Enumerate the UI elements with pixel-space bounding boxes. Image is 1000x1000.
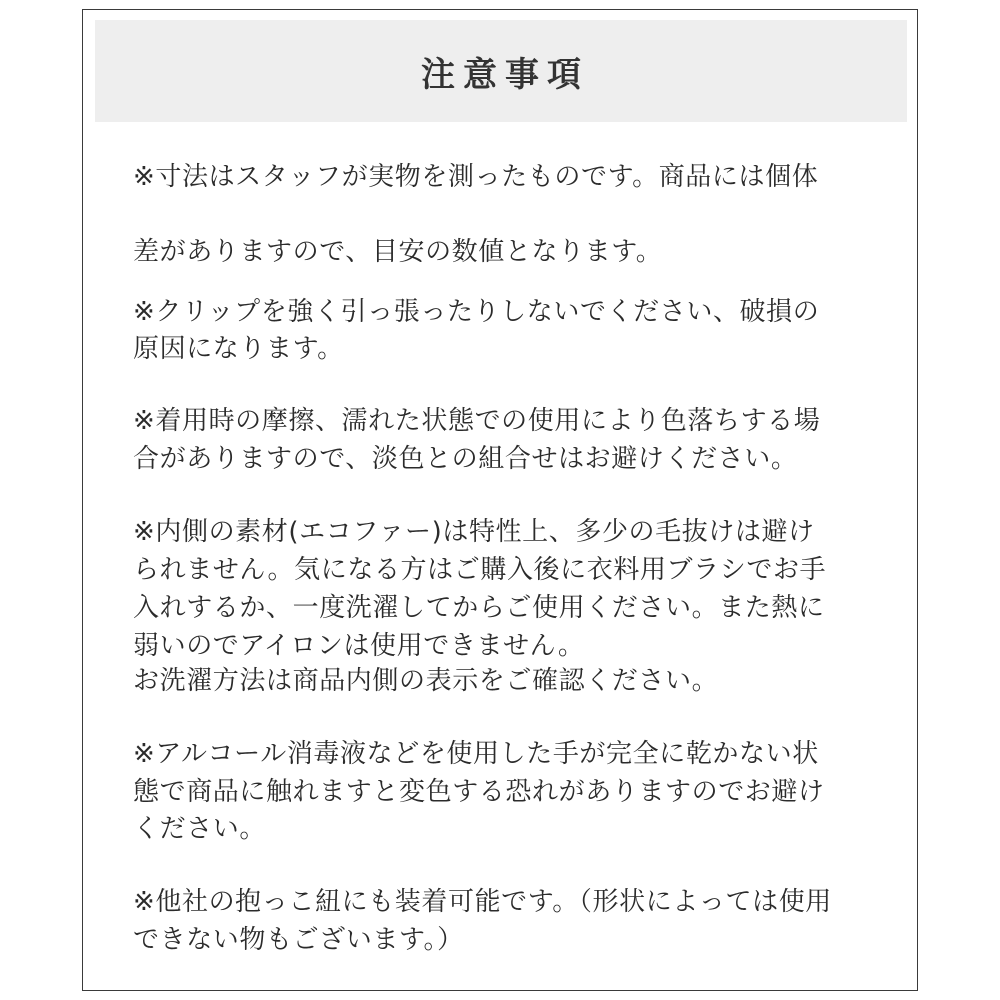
- note-line: ※アルコール消毒液などを使用した手が完全に乾かない状: [133, 739, 819, 769]
- note-line: ※他社の抱っこ紐にも装着可能です。（形状によっては使用: [133, 887, 832, 917]
- note-line: 弱いのでアイロンは使用できません。: [133, 631, 585, 661]
- note-line: られません。気になる方はご購入後に衣料用ブラシでお手: [133, 555, 827, 585]
- note-line: 入れするか、一度洗濯してからご使用ください。また熱に: [133, 593, 825, 623]
- note-line: お洗濯方法は商品内側の表示をご確認ください。: [133, 666, 719, 696]
- notice-frame: [82, 9, 918, 991]
- note-line: ※内側の素材(エコファー)は特性上、多少の毛抜けは避け: [133, 517, 815, 547]
- note-line: ※着用時の摩擦、濡れた状態での使用により色落ちする場: [133, 406, 821, 436]
- note-line: できない物もございます。）: [133, 925, 464, 955]
- notice-title: 注意事項: [421, 54, 589, 95]
- note-line: 原因になります。: [133, 334, 344, 364]
- notice-header: [95, 20, 907, 122]
- note-line: ※クリップを強く引っ張ったりしないでください、破損の: [133, 297, 820, 327]
- note-line: ください。: [133, 814, 267, 844]
- note-line: 差がありますので、目安の数値となります。: [133, 237, 663, 267]
- note-line: ※寸法はスタッフが実物を測ったものです。商品には個体: [133, 162, 819, 192]
- note-line: 態で商品に触れますと変色する恐れがありますのでお避け: [133, 777, 825, 807]
- note-line: 合がありますので、淡色との組合せはお避けください。: [133, 444, 798, 474]
